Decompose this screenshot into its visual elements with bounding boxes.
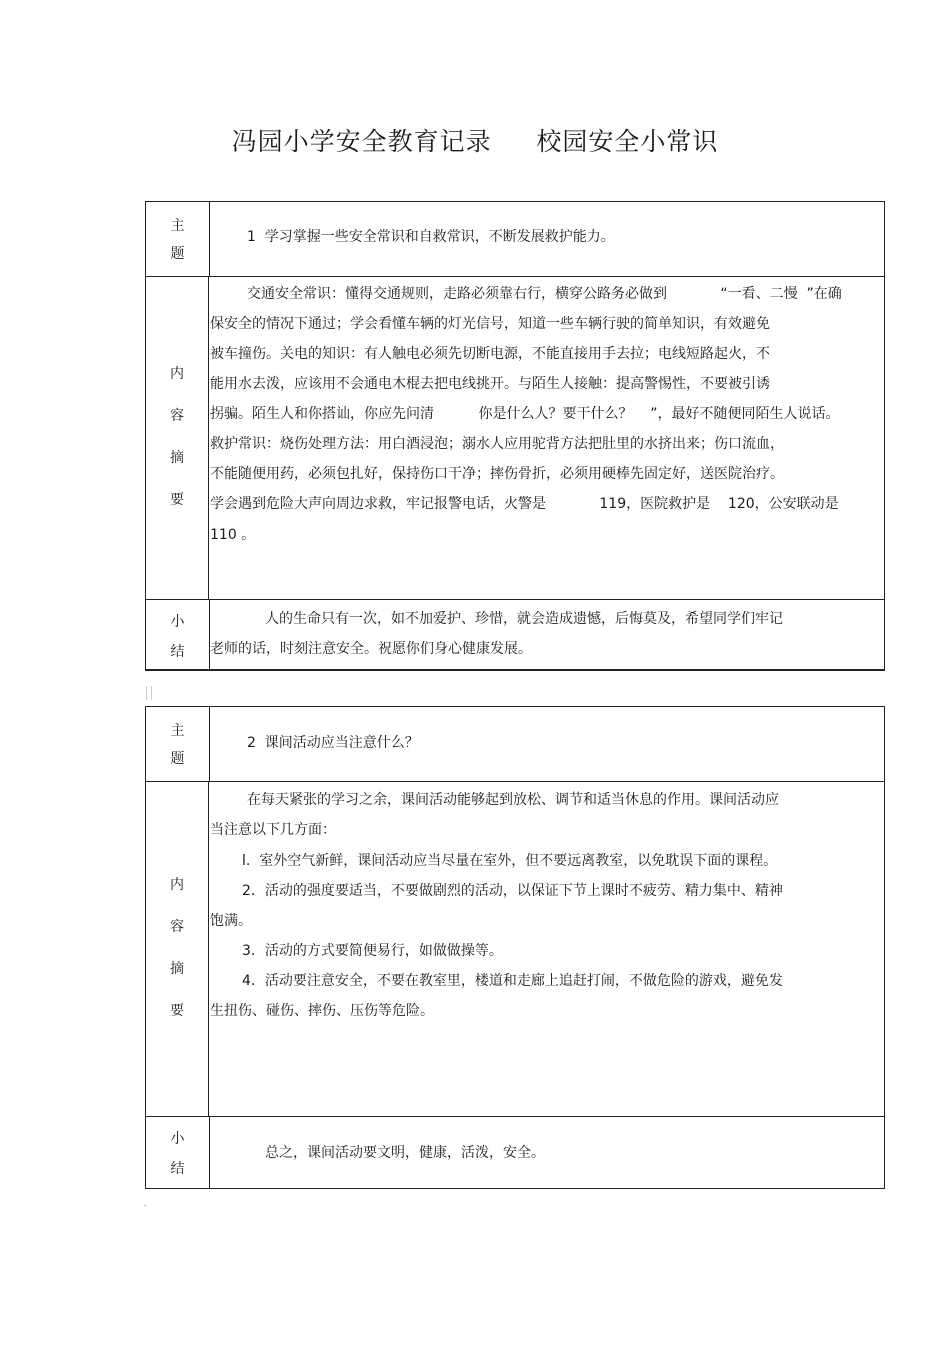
label-char: 题: [170, 246, 185, 262]
label-char: 内: [170, 877, 184, 893]
topic-row: [146, 707, 884, 781]
page-break-marker: [146, 686, 152, 700]
page-title: 冯园小学安全教育记录 校园安全小常识: [231, 127, 719, 156]
summary-line: 人的生命只有一次，如不加爱护、珍惜，就会造成遗憾，后悔莫及，希望同学们牢记: [265, 611, 783, 627]
summary-label: [146, 600, 210, 671]
content-line: 4．活动要注意安全，不要在教室里，楼道和走廊上追赶打闹，不做危险的游戏，避免发: [242, 973, 783, 989]
label-char: 结: [170, 1161, 185, 1177]
content-line: 110 。: [210, 527, 256, 543]
label-char: 主: [170, 218, 185, 234]
content-line: 饱满。: [210, 913, 252, 929]
topic-label: [146, 202, 210, 276]
topic-cell: [210, 707, 884, 781]
content-line: 在每天紧张的学习之余，课间活动能够起到放松、调节和适当休息的作用。课间活动应: [247, 792, 779, 808]
content-line: 2．活动的强度要适当，不要做剧烈的活动，以保证下节上课时不疲劳、精力集中、精神: [242, 883, 783, 899]
topic-text: 2 课间活动应当注意什么？: [247, 735, 419, 751]
label-char: 容: [170, 919, 184, 935]
content-row: [146, 781, 884, 1117]
content-line: 不能随便用药，必须包扎好，保持伤口干净；摔伤骨折，必须用硬棒先固定好，送医院治疗。: [210, 466, 784, 482]
content-line: 当注意以下几方面：: [210, 822, 336, 838]
content-cell: [210, 782, 884, 1117]
label-char: 小: [170, 613, 185, 630]
content-line: 交通安全常识：懂得交通规则，走路必须靠右行，横穿公路务必做到 “一看、二慢 ”在确: [247, 286, 842, 302]
summary-label: [146, 1117, 210, 1189]
label-char: 主: [170, 723, 185, 739]
content-line: 保安全的情况下通过；学会看懂车辆的灯光信号，知道一些车辆行驶的简单知识，有效避免: [210, 316, 770, 332]
label-char: 小: [170, 1131, 185, 1147]
scan-speck: [144, 1205, 146, 1206]
content-line: 被车撞伤。关电的知识：有人触电必须先切断电源，不能直接用手去拉；电线短路起火，不: [210, 346, 770, 362]
label-char: 内: [170, 366, 184, 382]
content-label: [146, 277, 209, 600]
label-char: 摘: [170, 961, 184, 977]
content-cell: [210, 277, 884, 600]
safety-record-table-1: [145, 201, 885, 671]
content-line: 拐骗。陌生人和你搭讪，你应先问清 你是什么人？要干什么？ ”，最好不随便同陌生人说话。: [210, 406, 840, 422]
topic-text: 1 学习掌握一些安全常识和自救常识，不断发展救护能力。: [247, 229, 615, 245]
safety-record-table-2: [145, 706, 885, 1189]
summary-row: [146, 1116, 884, 1189]
label-char: 题: [170, 751, 185, 767]
label-char: 要: [170, 1003, 184, 1019]
content-line: 学会遇到危险大声向周边求救，牢记报警电话，火警是 119，医院救护是 120，公安联动是: [210, 496, 839, 512]
label-char: 摘: [170, 450, 184, 466]
summary-cell: [210, 600, 884, 671]
content-label: [146, 782, 209, 1117]
summary-cell: [210, 1117, 884, 1189]
content-row: [146, 276, 884, 600]
topic-row: [146, 202, 884, 276]
topic-cell: [210, 202, 884, 276]
label-char: 要: [170, 492, 184, 508]
content-line: 救护常识：烧伤处理方法：用白酒浸泡；溺水人应用驼背方法把肚里的水挤出来；伤口流血，: [210, 436, 784, 452]
label-char: 结: [170, 643, 185, 660]
content-line: 生扭伤、碰伤、摔伤、压伤等危险。: [210, 1003, 434, 1019]
content-line: l. 室外空气新鲜，课间活动应当尽量在室外，但不要远离教室，以免耽误下面的课程。: [242, 853, 778, 869]
topic-label: [146, 707, 210, 781]
content-line: 3．活动的方式要简便易行，如做做操等。: [242, 943, 503, 959]
label-char: 容: [170, 408, 184, 424]
summary-row: [146, 599, 884, 671]
content-line: 能用水去泼，应该用不会通电木棍去把电线挑开。与陌生人接触：提高警惕性，不要被引诱: [210, 376, 770, 392]
summary-line: 总之，课间活动要文明，健康，活泼，安全。: [265, 1145, 545, 1161]
summary-line: 老师的话，时刻注意安全。祝愿你们身心健康发展。: [210, 641, 532, 657]
